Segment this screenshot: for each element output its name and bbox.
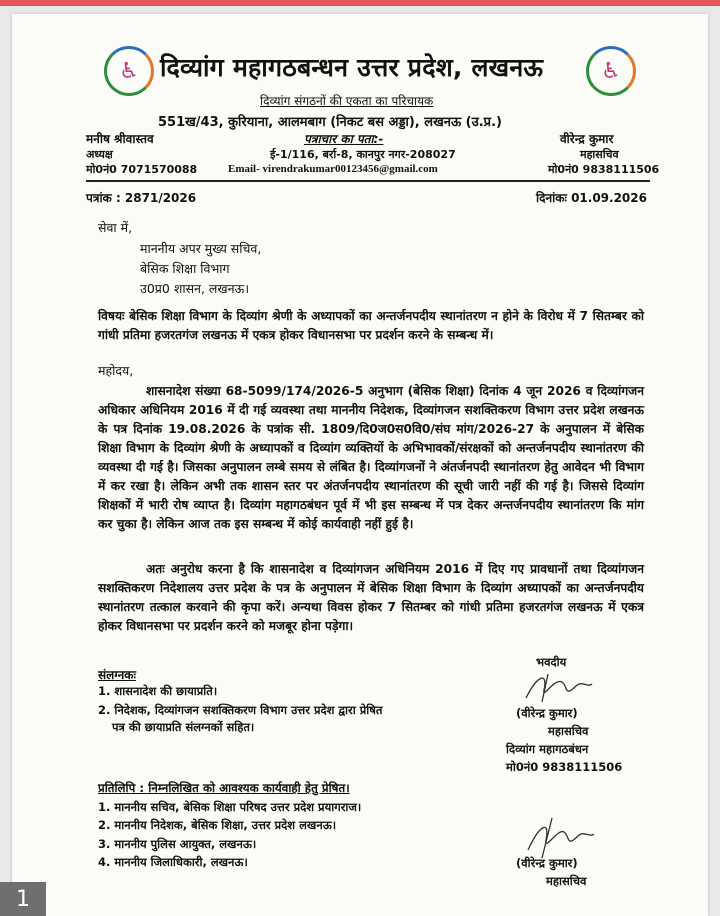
correspondence-address: ई-1/116, बर्रा-8, कानपुर नगर-208027 [270, 148, 456, 161]
president-name: मनीष श्रीवास्तव [86, 132, 154, 146]
recipient-title: माननीय अपर मुख्य सचिव, [140, 241, 262, 256]
letterhead-tagline: दिव्यांग संगठनों की एकता का परिचायक [260, 94, 434, 108]
signatory-role-2: महासचिव [546, 874, 587, 888]
top-accent-bar [0, 0, 720, 6]
signatory-mobile-1: मो0नं0 9838111506 [506, 760, 623, 774]
recipient-location: उ0प्र0 शासन, लखनऊ। [140, 281, 250, 296]
signatory-role-1: महासचिव [548, 724, 589, 738]
correspondence-email: Email- virendrakumar00123456@gmail.com [228, 163, 438, 175]
right-logo-icon: ♿ [586, 46, 636, 96]
enclosure-item-1: 1. शासनादेश की छायाप्रति। [98, 684, 218, 698]
copy-item-2: 2. माननीय निदेशक, बेसिक शिक्षा, उत्तर प्रदेश लखनऊ। [98, 818, 337, 832]
signatory-org-1: दिव्यांग महागठबंधन [506, 742, 589, 756]
closing-phrase: भवदीय [536, 655, 567, 669]
letter-date: दिनांकः 01.09.2026 [536, 191, 647, 205]
recipient-greeting: सेवा में, [98, 220, 133, 235]
recipient-department: बेसिक शिक्षा विभाग [140, 261, 230, 276]
header-divider [86, 180, 650, 182]
page-number-indicator[interactable]: 1 [0, 882, 46, 916]
copy-item-4: 4. माननीय जिलाधिकारी, लखनऊ। [98, 855, 248, 869]
letterhead-address: 551ख/43, कुरियाना, आलमबाग (निकट बस अड्डा), लखनऊ (उ.प्र.) [158, 115, 502, 130]
enclosures-heading: संलग्नकः [98, 668, 136, 682]
enclosure-item-2-cont: पत्र की छायाप्रति संलग्नकों सहित। [112, 720, 255, 734]
signatory-name-2: (वीरेन्द्र कुमार) [516, 856, 578, 870]
salutation: महोदय, [98, 363, 134, 378]
copies-heading: प्रतिलिपि : निम्नलिखित को आवश्यक कार्यवाही हेतु प्रेषित। [98, 781, 350, 795]
reference-number: पत्रांक : 2871/2026 [86, 191, 197, 205]
letter-page [12, 14, 708, 916]
president-mobile: मो0नं0 7071570088 [86, 163, 198, 176]
president-role: अध्यक्ष [86, 148, 113, 161]
copy-item-3: 3. माननीय पुलिस आयुक्त, लखनऊ। [98, 837, 257, 851]
letterhead-title: दिव्यांग महागठबन्धन उत्तर प्रदेश, लखनऊ [160, 53, 544, 82]
signature-2 [518, 814, 598, 860]
body-paragraph-2: अतः अनुरोध करना है कि शासनादेश व दिव्यांगजन अधिनियम 2016 में दिए गए प्रावधानों तथा दिव्यांगजन सशक्तिकरण निदेशालय उत्तर प्रदेश के पत्र के अनुपालन में बेसिक शिक्षा विभाग के दिव्यांग अध्यापकों का अन्तर्जनपदीय स्थानांतरण तत्काल करवाने की कृपा करें। अन्यथा विवस होकर 7 सितम्बर को गांधी प्रतिमा हजरतगंज लखनऊ में एकत्र होकर विधानसभा पर प्रदर्शन करने को मजबूर होना पड़ेगा। [98, 562, 644, 633]
left-logo-icon: ♿ [104, 46, 154, 96]
secretary-mobile: मो0नं0 9838111506 [548, 163, 660, 176]
enclosure-item-2: 2. निदेशक, दिव्यांगजन सशक्तिकरण विभाग उत्तर प्रदेश द्वारा प्रेषित [98, 703, 383, 717]
letter-subject: विषयः बेसिक शिक्षा विभाग के दिव्यांग श्रेणी के अध्यापकों का अन्तर्जनपदीय स्थानांतरण न होने के विरोध में 7 सितम्बर को गांधी प्रतिमा हजरतगंज लखनऊ में एकत्र होकर विधानसभा पर प्रदर्शन करने के सम्बन्ध में। [98, 309, 644, 342]
correspondence-heading: पत्राचार का पता:- [304, 132, 384, 146]
body-paragraph-1: शासनादेश संख्या 68-5099/174/2026-5 अनुभाग (बेसिक शिक्षा) दिनांक 4 जून 2026 व दिव्यांगजन अधिकार अधिनियम 2016 में दी गई व्यवस्था तथा माननीय निदेशक, दिव्यांगजन सशक्तिकरण विभाग उत्तर प्रदेश लखनऊ के पत्र दिनांक 19.08.2026 के पत्रांक सी. 1809/दि0ज0स0वि0/संघ मांग/2026-27 के अनुपालन में बेसिक शिक्षा विभाग के दिव्यांग श्रेणी के अध्यापकों व दिव्यांग व्यक्तियों के अभिभावकों/संरक्षकों को अन्तर्जनपदीय स्थानांतरण की व्यवस्था दी गई है। जिसका अनुपालन लम्बे समय से लंबित है। दिव्यांगजनों ने अंतर्जनपदी स्थानांतरण हेतु आवेदन भी विभाग में कर रखा है। लेकिन अभी तक शासन स्तर पर अंतर्जनपदीय स्थानांतरण की सूची जारी नहीं की गई है। जिससे दिव्यांग शिक्षकों में भारी रोष व्याप्त है। दिव्यांग महागठबंधन पूर्व में भी इस सम्बन्ध में पत्र देकर अन्तर्जनपदीय स्थानांतरण कि मांग कर चुका है। लेकिन आज तक इस सम्बन्ध में कोई कार्यवाही नहीं हुई है। [98, 384, 644, 531]
copy-item-1: 1. माननीय सचिव, बेसिक शिक्षा परिषद उत्तर प्रदेश प्रयागराज। [98, 800, 362, 814]
signature-1 [518, 668, 598, 706]
secretary-name: वीरेन्द्र कुमार [560, 132, 614, 146]
signatory-name-1: (वीरेन्द्र कुमार) [516, 706, 578, 720]
secretary-role: महासचिव [580, 148, 619, 161]
